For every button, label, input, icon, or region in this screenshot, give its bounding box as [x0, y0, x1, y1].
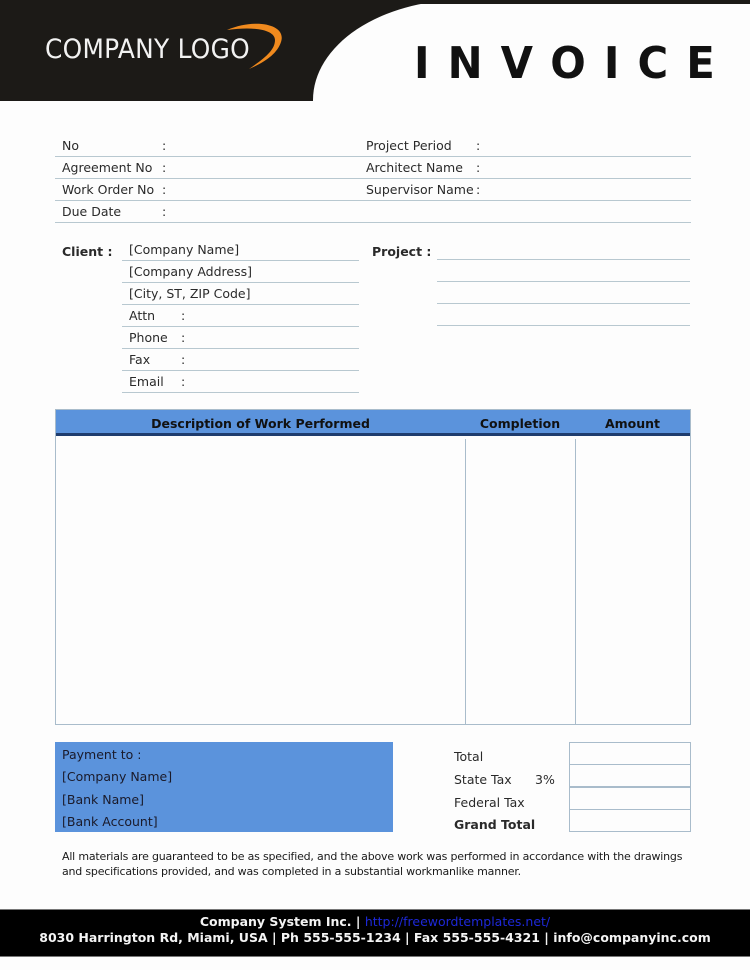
footer-url-link[interactable]: http://freewordtemplates.net/: [364, 914, 551, 929]
client-field-colon: :: [181, 330, 186, 345]
client-field-label: Email: [129, 374, 164, 389]
project-line-4[interactable]: [437, 304, 690, 326]
federal-tax-value-field[interactable]: [569, 787, 691, 810]
info-row-due-date[interactable]: [55, 201, 360, 223]
project-line-3[interactable]: [437, 282, 690, 304]
client-fax-field[interactable]: [122, 349, 359, 371]
info-label: Architect Name: [366, 160, 463, 175]
header-amount: Amount: [604, 416, 661, 431]
payment-box: [55, 742, 393, 832]
info-label: Work Order No: [62, 182, 155, 197]
client-city-text: [City, ST, ZIP Code]: [129, 286, 251, 301]
grand-total-label: Grand Total: [454, 817, 536, 832]
header-completion: Completion: [479, 416, 561, 431]
federal-tax-label: Federal Tax: [454, 795, 525, 810]
info-label: No: [62, 138, 79, 153]
client-phone-field[interactable]: [122, 327, 359, 349]
info-row-no[interactable]: [55, 135, 360, 157]
payment-bank-account[interactable]: [Bank Account]: [62, 814, 158, 829]
info-row-supervisor-name[interactable]: [359, 179, 691, 201]
client-company-address-text: [Company Address]: [129, 264, 252, 279]
total-label: Total: [454, 749, 484, 764]
info-colon: :: [162, 160, 167, 175]
column-divider: [465, 439, 466, 724]
info-label: Due Date: [62, 204, 122, 219]
footer-company: Company System Inc. |: [199, 914, 365, 929]
info-label: Supervisor Name: [366, 182, 474, 197]
work-table: [55, 409, 691, 725]
footer-contact: 8030 Harrington Rd, Miami, USA | Ph 555-555-1234 | Fax 555-555-4321 | info@companyinc.com: [39, 930, 711, 945]
info-row-architect-name[interactable]: [359, 157, 691, 179]
project-label: Project :: [372, 244, 432, 259]
state-tax-value-field[interactable]: [569, 764, 691, 787]
payment-title: Payment to :: [62, 747, 142, 762]
client-field-colon: :: [181, 308, 186, 323]
client-field-label: Attn: [129, 308, 156, 323]
info-colon: :: [162, 204, 167, 219]
state-tax-label: State Tax: [454, 772, 512, 787]
header-description: Description of Work Performed: [151, 416, 370, 431]
state-tax-rate: 3%: [535, 772, 555, 787]
grand-total-value-field[interactable]: [569, 809, 691, 832]
info-label: Agreement No: [62, 160, 153, 175]
project-line-2[interactable]: [437, 260, 690, 282]
header-strip: [0, 0, 750, 4]
terms-text: All materials are guaranteed to be as specified, and the above work was performed in accordance with the drawings and specifications provided, and was completed in a substantial workmanlike manner.: [62, 850, 683, 878]
logo-text: COMPANY LOGO: [45, 34, 250, 65]
client-field-colon: :: [181, 374, 186, 389]
logo-swoosh-icon: [225, 22, 287, 70]
project-line-1[interactable]: [437, 238, 690, 260]
footer-line-1: [0, 914, 750, 929]
column-divider: [575, 439, 576, 724]
payment-company-name[interactable]: [Company Name]: [62, 769, 173, 784]
client-email-field[interactable]: [122, 371, 359, 393]
info-row-project-period[interactable]: [359, 135, 691, 157]
info-row-agreement-no[interactable]: [55, 157, 360, 179]
client-field-label: Fax: [129, 352, 151, 367]
client-company-name-text: [Company Name]: [129, 242, 240, 257]
info-row-empty[interactable]: [359, 201, 691, 223]
payment-bank-name[interactable]: [Bank Name]: [62, 792, 145, 807]
info-colon: :: [162, 138, 167, 153]
client-field-label: Phone: [129, 330, 168, 345]
info-colon: :: [162, 182, 167, 197]
info-label: Project Period: [366, 138, 452, 153]
company-logo: [45, 34, 268, 65]
footer: [0, 909, 750, 957]
client-attn-field[interactable]: [122, 305, 359, 327]
client-label: Client :: [62, 244, 113, 259]
client-company-address[interactable]: [122, 261, 359, 283]
info-colon: :: [476, 182, 481, 197]
client-field-colon: :: [181, 352, 186, 367]
info-colon: :: [476, 160, 481, 175]
info-row-work-order-no[interactable]: [55, 179, 360, 201]
invoice-title: INVOICE: [414, 38, 733, 89]
total-value-field[interactable]: [569, 742, 691, 765]
client-city-line[interactable]: [122, 283, 359, 305]
info-colon: :: [476, 138, 481, 153]
client-company-name[interactable]: [122, 239, 359, 261]
work-table-header: [56, 410, 690, 436]
